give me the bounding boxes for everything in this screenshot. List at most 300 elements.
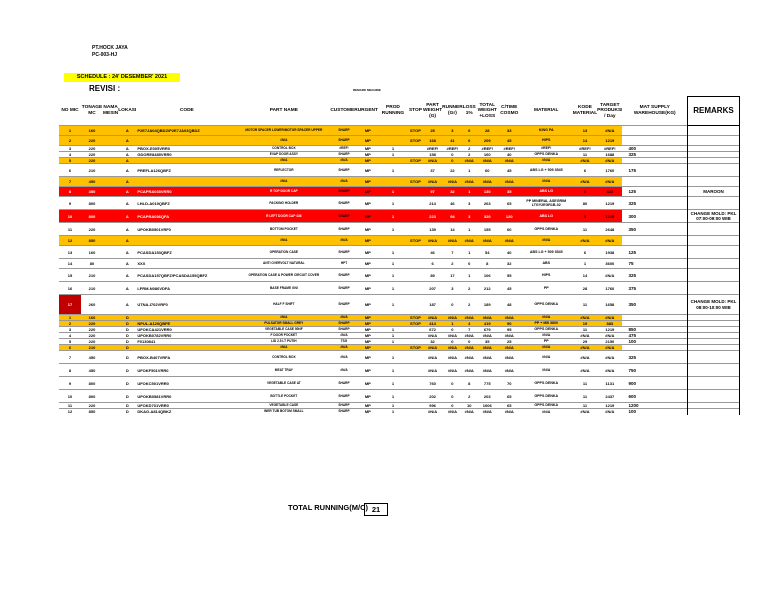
table-row [59,409,739,415]
cell-ctime: #N/A [499,409,520,415]
cell-runner: 0 [442,403,463,409]
cell-supply: 175 [622,164,687,177]
cell-no: 7 [59,351,81,364]
table-row [59,210,739,223]
cell-runner: #N/A [442,315,463,321]
cell-ctime: 35 [499,187,520,197]
cell-runner: 0 [442,152,463,158]
cell-customer: SHARP [330,282,357,295]
table-body [59,126,739,415]
cell-customer: SHARP [330,390,357,403]
table-row [59,351,739,364]
cell-customer: SHARP [330,126,357,136]
cell-tonage: 850 [81,409,103,415]
cell-nama-mesin [103,295,118,315]
cell-kode: 11 [573,223,597,236]
cell-kode: 5 [573,187,597,197]
cell-running [378,236,408,246]
cell-urgent: MP [358,246,378,259]
cell-stop [408,197,423,210]
cell-target: #N/A [597,236,622,246]
cell-supply: 325 [622,269,687,282]
cell-no: 16 [59,282,81,295]
cell-lokasi: D [118,409,136,415]
total-running-value: 21 [364,503,388,516]
cell-target: 1658 [597,295,622,315]
cell-lokasi: A [118,210,136,223]
cell-code: UPOKB0782VRR0 [136,333,237,339]
header-part-weight: PART WEIGHT (G) [422,102,443,119]
cell-running: 1 [378,269,408,282]
cell-nama-mesin [103,210,118,223]
cell-running: 1 [378,152,408,158]
cell-ctime: #N/A [499,236,520,246]
cell-target: 1938 [597,246,622,259]
cell-stop [408,210,423,223]
cell-no: 4 [59,152,81,158]
cell-runner: #N/A [442,333,463,339]
cell-part-name: OPERATION CASE & POWER CIRCUIT COVER [237,269,330,282]
cell-nama-mesin [103,223,118,236]
cell-loss: 2 [463,152,476,158]
cell-nama-mesin [103,177,118,187]
cell-remarks [687,282,739,295]
cell-target: #N/A [597,409,622,415]
schedule-date: SCHEDULE : 24' DESEMBER' 2021 [64,73,180,82]
cell-target: 1760 [597,164,622,177]
cell-customer: TSG [330,339,357,345]
cell-supply: 125 [622,246,687,259]
table-row [59,197,739,210]
cell-running: 1 [378,246,408,259]
cell-code: PBOX-E005VRR0 [136,146,237,152]
cell-loss: 1 [463,246,476,259]
cell-tonage: 220 [81,403,103,409]
cell-kode: 11 [573,152,597,158]
cell-target: 1219 [597,327,622,333]
cell-runner: 3 [442,126,463,136]
cell-nama-mesin [103,409,118,415]
cell-nama-mesin [103,136,118,146]
cell-remarks [687,236,739,246]
cell-part-name: LID 2.5 LT PUTIH [237,339,330,345]
cell-no: 11 [59,403,81,409]
cell-runner: #N/A [442,236,463,246]
cell-stop [408,259,423,269]
cell-kode: 29 [573,339,597,345]
cell-loss: #N/A [464,333,474,338]
cell-loss: #N/A [464,345,474,350]
cell-running: 1 [378,282,408,295]
cell-material: #REF! [520,146,573,152]
cell-part-name: #N/A [237,136,330,146]
cell-urgent: MP [358,126,378,136]
remark-machine-label: REMARK MECHINE [353,88,381,92]
cell-target: #N/A [597,364,622,377]
cell-part-name: CONTROL BOX [237,146,330,152]
cell-remarks [687,197,739,210]
cell-kode: 19 [573,321,597,327]
cell-loss: #N/A [463,351,476,364]
cell-part-name: #N/A [237,158,330,164]
cell-no: 8 [59,364,81,377]
cell-target: #N/A [597,351,622,364]
cell-material: #N/A [520,333,573,339]
cell-code: UFOKCA421VRR0 [136,327,237,333]
cell-urgent: MP [358,327,378,333]
cell-kode: 5 [573,210,597,223]
cell-material: GPPS DENKA [520,152,573,158]
cell-part-name: VEGETABLE CASE AT [237,377,330,390]
cell-material: HIPS [520,269,573,282]
cell-lokasi: A [118,295,136,315]
cell-code [136,236,237,246]
cell-remarks [687,259,739,269]
cell-remarks [687,136,739,146]
cell-no: 13 [59,246,81,259]
cell-tonage: 220 [81,146,103,152]
cell-total-weight: 209 [476,136,499,146]
cell-part-name: ANTI OVERVOLT NATURAL [237,259,330,269]
cell-running: 1 [378,377,408,390]
table-row [59,136,739,146]
header-no-mic: NO MIC [61,108,79,113]
cell-no: 3 [59,146,81,152]
cell-kode: 11 [573,327,597,333]
cell-lokasi: A [118,282,136,295]
cell-material: #N/A [520,236,573,246]
cell-code: LFRM-N086VDFA [136,282,237,295]
cell-ctime: #N/A [499,333,520,339]
cell-material: #N/A [520,158,573,164]
header-remarks: REMARKS [687,97,739,126]
cell-total-weight: #N/A [476,315,499,321]
cell-urgent: MP [358,269,378,282]
cell-part-name: MOTOR SPACER LOWER/MOTOR SPACER UPPER [237,126,330,136]
cell-runner: 3 [442,282,463,295]
cell-no: 10 [59,210,81,223]
cell-loss: #N/A [463,364,476,377]
cell-material: ABS [520,259,573,269]
cell-lokasi: A [118,187,136,197]
cell-kode: 13 [573,126,597,136]
cell-tonage: 210 [81,282,103,295]
cell-no: 2 [59,136,81,146]
cell-code: NPUL-A120QBFE [136,321,237,327]
cell-no: 4 [59,333,81,339]
cell-part-weight: 37 [423,164,442,177]
cell-customer: SHARP [330,197,357,210]
cell-no: 12 [59,409,81,415]
cell-ctime: 90 [499,321,520,327]
cell-total-weight: 775 [476,377,499,390]
cell-part-weight: 202 [423,390,442,403]
cell-no: 14 [59,259,81,269]
cell-stop [408,269,423,282]
cell-material: ABS LG + 509 3545 [520,246,573,259]
cell-customer: #N/A [330,236,357,246]
cell-runner: 32 [442,187,463,197]
cell-tonage: 220 [81,152,103,158]
cell-part-weight: 223 [423,210,442,223]
cell-urgent: MP [358,351,378,364]
cell-lokasi: D [118,351,136,364]
cell-loss: 8 [463,377,476,390]
cell-stop: STOP [408,345,423,351]
cell-runner: 41 [442,136,463,146]
cell-code: PCASDA157QBFZ/PCASDA155QBFZ [136,269,237,282]
cell-part-name: HALF F SHIFT [237,295,330,315]
cell-lokasi: D [118,345,136,351]
cell-no: 8 [59,187,81,197]
cell-no: 1 [59,315,81,321]
cell-nama-mesin [103,164,118,177]
cell-code: PCASDA153QBFZ [136,246,237,259]
cell-part-name: BOTTLE POCKET [237,390,330,403]
cell-total-weight: #N/A [476,345,499,351]
header-stop: STOP [408,108,422,113]
cell-material: #N/A [520,364,573,377]
cell-material: PP MINERAL ASEGRIM LTGY2EGR1B-02 [520,197,573,210]
header-mat-supply: MAT SUPPLY WAREHOUSE(KG) [633,105,676,116]
table-row [59,177,739,187]
cell-code: PREFLA126QBFZ [136,164,237,177]
cell-stop [408,295,423,315]
cell-tonage: 450 [81,177,103,187]
cell-urgent: MP [358,315,378,321]
cell-supply: 350 [622,295,687,315]
cell-stop: STOP [408,321,423,327]
cell-remarks [687,177,739,187]
table-row [59,187,739,197]
cell-part-name: R TOP DOOR CAP [237,187,330,197]
cell-ctime: 33 [499,126,520,136]
cell-ctime: #N/A [499,158,520,164]
cell-runner: #N/A [442,345,463,351]
cell-loss: 0 [463,136,476,146]
cell-urgent: MP [358,295,378,315]
cell-code: PCAPRA036QFA [136,210,237,223]
cell-code: UTNA-I702VRF0 [136,295,237,315]
cell-kode: #N/A [573,236,597,246]
cell-lokasi: D [118,321,136,327]
cell-supply: 375 [622,282,687,295]
cell-kode: 6 [573,164,597,177]
cell-customer: #N/A [330,315,357,321]
cell-ctime: 65 [499,403,520,409]
cell-part-name: REFLECTOR [237,164,330,177]
cell-tonage: 450 [81,351,103,364]
cell-customer: SHARP [330,246,357,259]
header-nama-mesin: NAMA MESIN [103,105,119,116]
cell-target: 822 [597,187,622,197]
cell-ctime: #N/A [499,364,520,377]
cell-running: 1 [378,259,408,269]
cell-no: 10 [59,390,81,403]
cell-running: 1 [378,351,408,364]
cell-code: F0130841 [136,339,237,345]
cell-stop [408,187,423,197]
cell-stop: STOP [408,315,423,321]
cell-urgent: MP [358,158,378,164]
cell-ctime: #REF! [499,146,520,152]
cell-ctime: 70 [499,377,520,390]
cell-tonage: 800 [81,210,103,223]
cell-runner: 0 [442,390,463,403]
cell-lokasi: A [118,158,136,164]
cell-part-weight: #N/A [423,333,442,339]
cell-material: GPPS DENKA [520,223,573,236]
cell-total-weight: 35 [476,339,499,345]
cell-part-weight: 46 [423,246,442,259]
cell-urgent: MP [358,136,378,146]
cell-customer: SHARP [330,327,357,333]
cell-urgent: MP [358,377,378,390]
cell-part-name: BASE FRAME GNI [237,282,330,295]
cell-ctime: 25 [499,339,520,345]
cell-runner: 46 [442,197,463,210]
cell-total-weight: #REF! [476,146,499,152]
cell-loss: #N/A [463,236,476,246]
table-row [59,236,739,246]
cell-nama-mesin [103,187,118,197]
cell-lokasi: D [118,364,136,377]
cell-part-weight: 414 [423,321,442,327]
cell-stop [408,409,423,415]
cell-lokasi: D [118,377,136,390]
cell-tonage: 220 [81,327,103,333]
cell-tonage: 800 [81,390,103,403]
cell-part-weight: #N/A [423,351,442,364]
company-name: PT.HOCK JAYA [92,45,128,51]
cell-runner: 2 [442,259,463,269]
cell-part-weight: 760 [423,377,442,390]
cell-target: #N/A [597,333,622,339]
cell-supply: 100 [622,409,687,415]
cell-total-weight: 679 [476,327,499,333]
cell-nama-mesin [103,236,118,246]
cell-supply: 125 [622,187,687,197]
document-number: PC-003-HJ [92,52,118,58]
cell-target: #REF! [597,146,622,152]
cell-tonage: 450 [81,364,103,377]
cell-loss: 2 [463,295,476,315]
cell-loss: 0 [463,126,476,136]
cell-running: 1 [378,187,408,197]
cell-material: HIPS [520,136,573,146]
cell-supply: 350 [622,223,687,236]
cell-customer: SHARP [330,321,357,327]
cell-total-weight: 320 [476,210,499,223]
cell-runner: 7 [442,246,463,259]
cell-target: 1131 [597,377,622,390]
cell-tonage: 220 [81,333,103,339]
cell-code [136,177,237,187]
cell-stop [408,377,423,390]
cell-no: 17 [59,295,81,315]
cell-part-name: MEAT TRAY [237,364,330,377]
cell-ctime: 60 [499,223,520,236]
cell-lokasi: D [118,333,136,339]
cell-lokasi: D [118,327,136,333]
cell-supply: 325 [622,351,687,364]
cell-material: #N/A [520,351,573,364]
cell-runner: 0 [442,327,463,333]
cell-code: PCAPRA035VRR0 [136,187,237,197]
cell-runner: 0 [442,158,463,164]
cell-part-weight: #N/A [423,364,442,377]
cell-nama-mesin [103,390,118,403]
cell-total-weight: #N/A [476,364,499,377]
cell-running: 1 [378,210,408,223]
cell-tonage: 850 [81,236,103,246]
header-prod-running: PROD RUNNING [381,105,405,116]
cell-loss: 4 [463,321,476,327]
cell-tonage: 80 [81,259,103,269]
cell-no: 9 [59,197,81,210]
cell-no: 5 [59,158,81,164]
cell-kode: 80 [573,197,597,210]
cell-material: #N/A [520,177,573,187]
cell-nama-mesin [103,126,118,136]
cell-stop [408,351,423,364]
cell-customer: HPT [330,259,357,269]
cell-part-name: #N/A [237,315,330,321]
header-tonage-mc: TONAGE MC [81,105,103,116]
cell-running: 1 [378,295,408,315]
cell-customer: SHARP [330,295,357,315]
cell-part-weight: 6 [423,259,442,269]
cell-lokasi: A [118,164,136,177]
cell-ctime: 40 [499,246,520,259]
cell-total-weight: #N/A [476,351,499,364]
cell-supply: 900 [622,377,687,390]
cell-customer: #N/A [330,364,357,377]
header-lokasi: LOKASI [118,108,137,113]
cell-ctime: #N/A [499,345,520,351]
cell-runner: #N/A [442,351,463,364]
cell-total-weight: #N/A [476,236,499,246]
cell-material: GPPS DENKA [520,403,573,409]
cell-tonage: 800 [81,197,103,210]
cell-urgent: MP [358,177,378,187]
cell-kode: #N/A [573,345,597,351]
cell-stop [408,282,423,295]
cell-lokasi: A [118,177,136,187]
total-running-label: TOTAL RUNNING(M/C) [288,503,368,512]
cell-stop: STOP [408,126,423,136]
cell-loss: 1 [463,187,476,197]
cell-target: 2648 [597,223,622,236]
cell-loss: 1 [463,164,476,177]
cell-total-weight: 8 [476,259,499,269]
cell-part-weight: #N/A [423,345,442,351]
cell-supply: 475 [622,333,687,339]
cell-total-weight: #N/A [476,158,499,164]
cell-lokasi: A [118,259,136,269]
cell-kode: 28 [573,282,597,295]
cell-material: GPPS DENKA [520,377,573,390]
cell-total-weight: 54 [476,246,499,259]
cell-nama-mesin [103,377,118,390]
cell-total-weight: 203 [476,390,499,403]
cell-running [378,126,408,136]
cell-running [378,177,408,187]
cell-loss: 2 [463,390,476,403]
cell-part-weight: 672 [423,327,442,333]
cell-part-weight: 187 [423,295,442,315]
cell-remarks [687,269,739,282]
